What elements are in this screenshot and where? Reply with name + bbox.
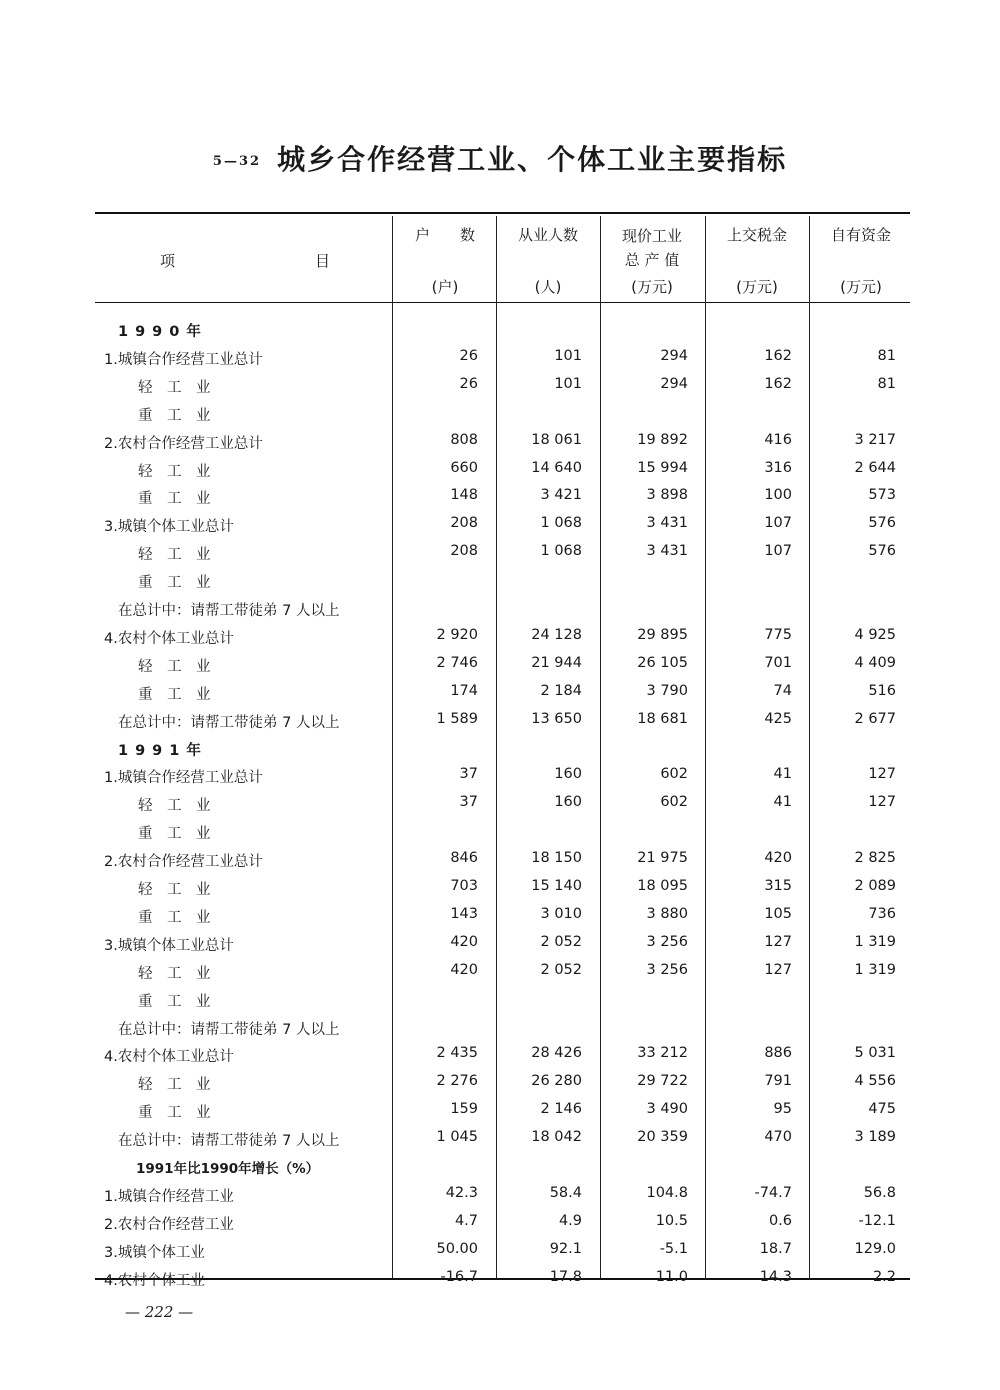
cell-value: 420 bbox=[450, 961, 478, 978]
column-header: 从业人数 bbox=[517, 226, 578, 244]
table-row bbox=[0, 683, 1000, 705]
cell-value: 14 640 bbox=[531, 459, 582, 476]
row-label: 4.农村个体工业总计 bbox=[104, 630, 234, 647]
cell-value: 2 746 bbox=[436, 654, 478, 671]
cell-value: 18 681 bbox=[637, 710, 688, 727]
table-row bbox=[0, 962, 1000, 984]
cell-value: 4.7 bbox=[454, 1212, 478, 1229]
row-label: 重 工 业 bbox=[138, 909, 211, 926]
cell-value: 21 944 bbox=[531, 654, 582, 671]
cell-value: 3 256 bbox=[646, 961, 688, 978]
cell-value: 316 bbox=[764, 459, 792, 476]
cell-value: 846 bbox=[450, 850, 478, 867]
cell-value: 1 319 bbox=[854, 961, 896, 978]
cell-value: 416 bbox=[764, 431, 792, 448]
cell-value: 576 bbox=[868, 515, 896, 532]
cell-value: 602 bbox=[660, 766, 688, 783]
cell-value: 33 212 bbox=[637, 1045, 688, 1062]
cell-value: 3 189 bbox=[854, 1129, 896, 1146]
cell-value: 162 bbox=[764, 347, 792, 364]
cell-value: 4 925 bbox=[854, 626, 896, 643]
cell-value: 37 bbox=[459, 794, 478, 811]
cell-value: 1 068 bbox=[540, 515, 582, 532]
column-unit: (万元) bbox=[736, 278, 778, 296]
cell-value: 660 bbox=[450, 459, 478, 476]
cell-value: 576 bbox=[868, 543, 896, 560]
table-row bbox=[0, 711, 1000, 733]
cell-value: 81 bbox=[877, 347, 896, 364]
cell-value: 1 068 bbox=[540, 543, 582, 560]
cell-value: 26 bbox=[459, 375, 478, 392]
cell-value: 81 bbox=[877, 375, 896, 392]
cell-value: 26 bbox=[459, 347, 478, 364]
cell-value: 29 722 bbox=[637, 1073, 688, 1090]
cell-value: 4 556 bbox=[854, 1073, 896, 1090]
row-label: 轻 工 业 bbox=[138, 547, 211, 564]
cell-value: 28 426 bbox=[531, 1045, 582, 1062]
cell-value: 2 089 bbox=[854, 878, 896, 894]
cell-value: 3 898 bbox=[646, 487, 688, 504]
cell-value: 160 bbox=[554, 766, 582, 783]
table-row bbox=[0, 1213, 1000, 1235]
cell-value: 104.8 bbox=[646, 1184, 688, 1201]
cell-value: 420 bbox=[450, 933, 478, 950]
cell-value: 10.5 bbox=[655, 1212, 688, 1229]
cell-value: 808 bbox=[450, 431, 478, 448]
cell-value: 20 359 bbox=[637, 1129, 688, 1146]
cell-value: 15 994 bbox=[637, 459, 688, 476]
cell-value: 2 825 bbox=[854, 850, 896, 867]
cell-value: 701 bbox=[764, 654, 792, 671]
row-label: 轻 工 业 bbox=[138, 463, 211, 480]
cell-value: 42.3 bbox=[445, 1184, 478, 1201]
row-label: 2.农村合作经营工业总计 bbox=[104, 854, 263, 871]
cell-value: 1 319 bbox=[854, 933, 896, 950]
cell-value: 470 bbox=[764, 1129, 792, 1146]
column-unit: (万元) bbox=[631, 278, 673, 296]
row-label: 4.农村个体工业 bbox=[104, 1272, 205, 1289]
row-label: 1.城镇合作经营工业 bbox=[104, 1188, 234, 1205]
cell-value: 162 bbox=[764, 375, 792, 392]
cell-value: 736 bbox=[868, 905, 896, 922]
cell-value: 2 644 bbox=[854, 459, 896, 476]
table-row bbox=[0, 794, 1000, 816]
cell-value: 294 bbox=[660, 347, 688, 364]
table-row bbox=[0, 1185, 1000, 1207]
cell-value: 18 042 bbox=[531, 1129, 582, 1146]
cell-value: 516 bbox=[868, 682, 896, 699]
row-label: 1.城镇合作经营工业总计 bbox=[104, 351, 263, 368]
cell-value: 2 052 bbox=[540, 961, 582, 978]
table-row bbox=[0, 627, 1000, 649]
table-row bbox=[0, 1045, 1000, 1067]
table-row bbox=[0, 906, 1000, 928]
cell-value: 127 bbox=[764, 961, 792, 978]
cell-value: 129.0 bbox=[854, 1240, 896, 1257]
column-unit: (万元) bbox=[840, 278, 882, 296]
cell-value: 26 105 bbox=[637, 654, 688, 671]
cell-value: 3 431 bbox=[646, 543, 688, 560]
cell-value: 101 bbox=[554, 375, 582, 392]
cell-value: 420 bbox=[764, 850, 792, 867]
cell-value: 107 bbox=[764, 515, 792, 532]
row-label: 重 工 业 bbox=[138, 686, 211, 703]
page-number: — 222 — bbox=[125, 1303, 194, 1321]
cell-value: 127 bbox=[764, 933, 792, 950]
cell-value: -74.7 bbox=[754, 1184, 792, 1201]
cell-value: 294 bbox=[660, 375, 688, 392]
cell-value: 18.7 bbox=[759, 1240, 792, 1257]
row-label: 2.农村合作经营工业 bbox=[104, 1216, 234, 1233]
cell-value: 127 bbox=[868, 794, 896, 811]
cell-value: 127 bbox=[868, 766, 896, 783]
cell-value: 3 421 bbox=[540, 487, 582, 504]
column-unit: (人) bbox=[534, 278, 562, 296]
row-label: 重 工 业 bbox=[138, 575, 211, 592]
cell-value: 18 095 bbox=[637, 878, 688, 894]
row-label: 轻 工 业 bbox=[138, 882, 211, 898]
cell-value: 56.8 bbox=[863, 1184, 896, 1201]
row-label: 1990年 bbox=[118, 324, 208, 340]
cell-value: 15 140 bbox=[531, 878, 582, 894]
cell-value: 13 650 bbox=[531, 710, 582, 727]
cell-value: 21 975 bbox=[637, 850, 688, 867]
row-label: 重 工 业 bbox=[138, 993, 211, 1010]
cell-value: 41 bbox=[773, 766, 792, 783]
cell-value: 3 256 bbox=[646, 933, 688, 950]
table-row bbox=[0, 460, 1000, 482]
cell-value: 475 bbox=[868, 1101, 896, 1118]
table-row bbox=[0, 320, 1000, 342]
cell-value: 19 892 bbox=[637, 431, 688, 448]
row-label: 轻 工 业 bbox=[138, 965, 211, 982]
row-label: 1.城镇合作经营工业总计 bbox=[104, 770, 263, 787]
table-row bbox=[0, 599, 1000, 621]
cell-value: 143 bbox=[450, 905, 478, 922]
cell-value: 50.00 bbox=[436, 1240, 478, 1257]
table-row bbox=[0, 487, 1000, 509]
row-label: 重 工 业 bbox=[138, 491, 211, 508]
row-label: 轻 工 业 bbox=[138, 658, 211, 675]
table-row bbox=[0, 655, 1000, 677]
cell-value: 703 bbox=[450, 878, 478, 894]
cell-value: 886 bbox=[764, 1045, 792, 1062]
table-row bbox=[0, 878, 1000, 900]
row-label: 3.城镇个体工业 bbox=[104, 1244, 205, 1261]
cell-value: 17.8 bbox=[549, 1268, 582, 1285]
column-unit: (户) bbox=[431, 278, 459, 296]
cell-value: 3 217 bbox=[854, 431, 896, 448]
cell-value: 2 435 bbox=[436, 1045, 478, 1062]
cell-value: 105 bbox=[764, 905, 792, 922]
cell-value: 2 677 bbox=[854, 710, 896, 727]
row-label: 2.农村合作经营工业总计 bbox=[104, 435, 263, 452]
cell-value: 74 bbox=[773, 682, 792, 699]
cell-value: 107 bbox=[764, 543, 792, 560]
row-label: 3.城镇个体工业总计 bbox=[104, 519, 234, 536]
cell-value: 92.1 bbox=[549, 1240, 582, 1257]
row-label: 重 工 业 bbox=[138, 407, 211, 424]
table-row bbox=[0, 739, 1000, 761]
row-label: 轻 工 业 bbox=[138, 798, 211, 815]
cell-value: 2 184 bbox=[540, 682, 582, 699]
cell-value: 2.2 bbox=[872, 1268, 896, 1285]
cell-value: 3 490 bbox=[646, 1101, 688, 1118]
cell-value: 160 bbox=[554, 794, 582, 811]
row-label: 在总计中：请帮工带徒弟 7 人以上 bbox=[118, 1021, 340, 1038]
cell-value: 18 150 bbox=[531, 850, 582, 867]
table-row bbox=[0, 543, 1000, 565]
cell-value: 3 880 bbox=[646, 905, 688, 922]
cell-value: 0.6 bbox=[768, 1212, 792, 1229]
cell-value: 425 bbox=[764, 710, 792, 727]
cell-value: 14.3 bbox=[759, 1268, 792, 1285]
cell-value: 41 bbox=[773, 794, 792, 811]
cell-value: 1 589 bbox=[436, 710, 478, 727]
row-label: 3.城镇个体工业总计 bbox=[104, 937, 234, 954]
table-row bbox=[0, 934, 1000, 956]
column-header: 上交税金 bbox=[726, 226, 787, 244]
cell-value: 208 bbox=[450, 543, 478, 560]
row-label: 在总计中：请帮工带徒弟 7 人以上 bbox=[118, 603, 340, 619]
table-row bbox=[0, 404, 1000, 426]
table-row bbox=[0, 348, 1000, 370]
row-label: 重 工 业 bbox=[138, 826, 211, 843]
table-row bbox=[0, 515, 1000, 537]
cell-value: 4 409 bbox=[854, 654, 896, 671]
table-row bbox=[0, 1073, 1000, 1095]
cell-value: 2 276 bbox=[436, 1073, 478, 1090]
cell-value: 3 431 bbox=[646, 515, 688, 532]
cell-value: 3 010 bbox=[540, 905, 582, 922]
cell-value: 11.0 bbox=[655, 1268, 688, 1285]
row-label: 在总计中：请帮工带徒弟 7 人以上 bbox=[118, 1133, 340, 1150]
cell-value: -5.1 bbox=[659, 1240, 688, 1257]
cell-value: 573 bbox=[868, 487, 896, 504]
cell-value: 26 280 bbox=[531, 1073, 582, 1090]
cell-value: 775 bbox=[764, 626, 792, 643]
cell-value: 2 052 bbox=[540, 933, 582, 950]
table-row bbox=[0, 822, 1000, 844]
table-row bbox=[0, 766, 1000, 788]
cell-value: 95 bbox=[773, 1101, 792, 1118]
column-header: 户 数 bbox=[414, 226, 475, 244]
cell-value: -16.7 bbox=[440, 1268, 478, 1285]
column-header: 现价工业 总 产 值 bbox=[621, 227, 682, 269]
cell-value: 174 bbox=[450, 682, 478, 699]
cell-value: 159 bbox=[450, 1101, 478, 1118]
row-label: 轻 工 业 bbox=[138, 1077, 211, 1094]
cell-value: 2 146 bbox=[540, 1101, 582, 1118]
table-row bbox=[0, 850, 1000, 872]
table-row bbox=[0, 1018, 1000, 1040]
header-item-right: 目 bbox=[314, 252, 330, 270]
table-row bbox=[0, 1269, 1000, 1291]
cell-value: 1 045 bbox=[436, 1129, 478, 1146]
cell-value: 58.4 bbox=[549, 1184, 582, 1201]
cell-value: 5 031 bbox=[854, 1045, 896, 1062]
cell-value: 2 920 bbox=[436, 626, 478, 643]
column-header: 自有资金 bbox=[830, 226, 891, 244]
row-label: 1991年 bbox=[118, 742, 208, 759]
cell-value: 602 bbox=[660, 794, 688, 811]
row-label: 4.农村个体工业总计 bbox=[104, 1049, 234, 1066]
cell-value: 37 bbox=[459, 766, 478, 783]
table-number: 5—32 bbox=[212, 154, 262, 169]
header-item-left: 项 bbox=[160, 252, 176, 270]
table-row bbox=[0, 1157, 1000, 1179]
table-row bbox=[0, 990, 1000, 1012]
cell-value: 24 128 bbox=[531, 626, 582, 643]
table-row bbox=[0, 376, 1000, 398]
row-label: 在总计中：请帮工带徒弟 7 人以上 bbox=[118, 714, 340, 731]
table-row bbox=[0, 1129, 1000, 1151]
table-row bbox=[0, 571, 1000, 593]
cell-value: 148 bbox=[450, 487, 478, 504]
cell-value: 4.9 bbox=[558, 1212, 582, 1229]
cell-value: 18 061 bbox=[531, 431, 582, 448]
cell-value: 3 790 bbox=[646, 682, 688, 699]
cell-value: 29 895 bbox=[637, 626, 688, 643]
table-row bbox=[0, 432, 1000, 454]
table-row bbox=[0, 1101, 1000, 1123]
table-row bbox=[0, 1241, 1000, 1263]
cell-value: 791 bbox=[764, 1073, 792, 1090]
cell-value: 100 bbox=[764, 487, 792, 504]
cell-value: -12.1 bbox=[858, 1212, 896, 1229]
cell-value: 208 bbox=[450, 515, 478, 532]
table-title: 城乡合作经营工业、个体工业主要指标 bbox=[277, 143, 788, 176]
row-label: 1991年比1990年增长（%） bbox=[136, 1161, 320, 1177]
cell-value: 315 bbox=[764, 878, 792, 894]
cell-value: 101 bbox=[554, 347, 582, 364]
row-label: 重 工 业 bbox=[138, 1105, 211, 1122]
row-label: 轻 工 业 bbox=[138, 379, 211, 396]
